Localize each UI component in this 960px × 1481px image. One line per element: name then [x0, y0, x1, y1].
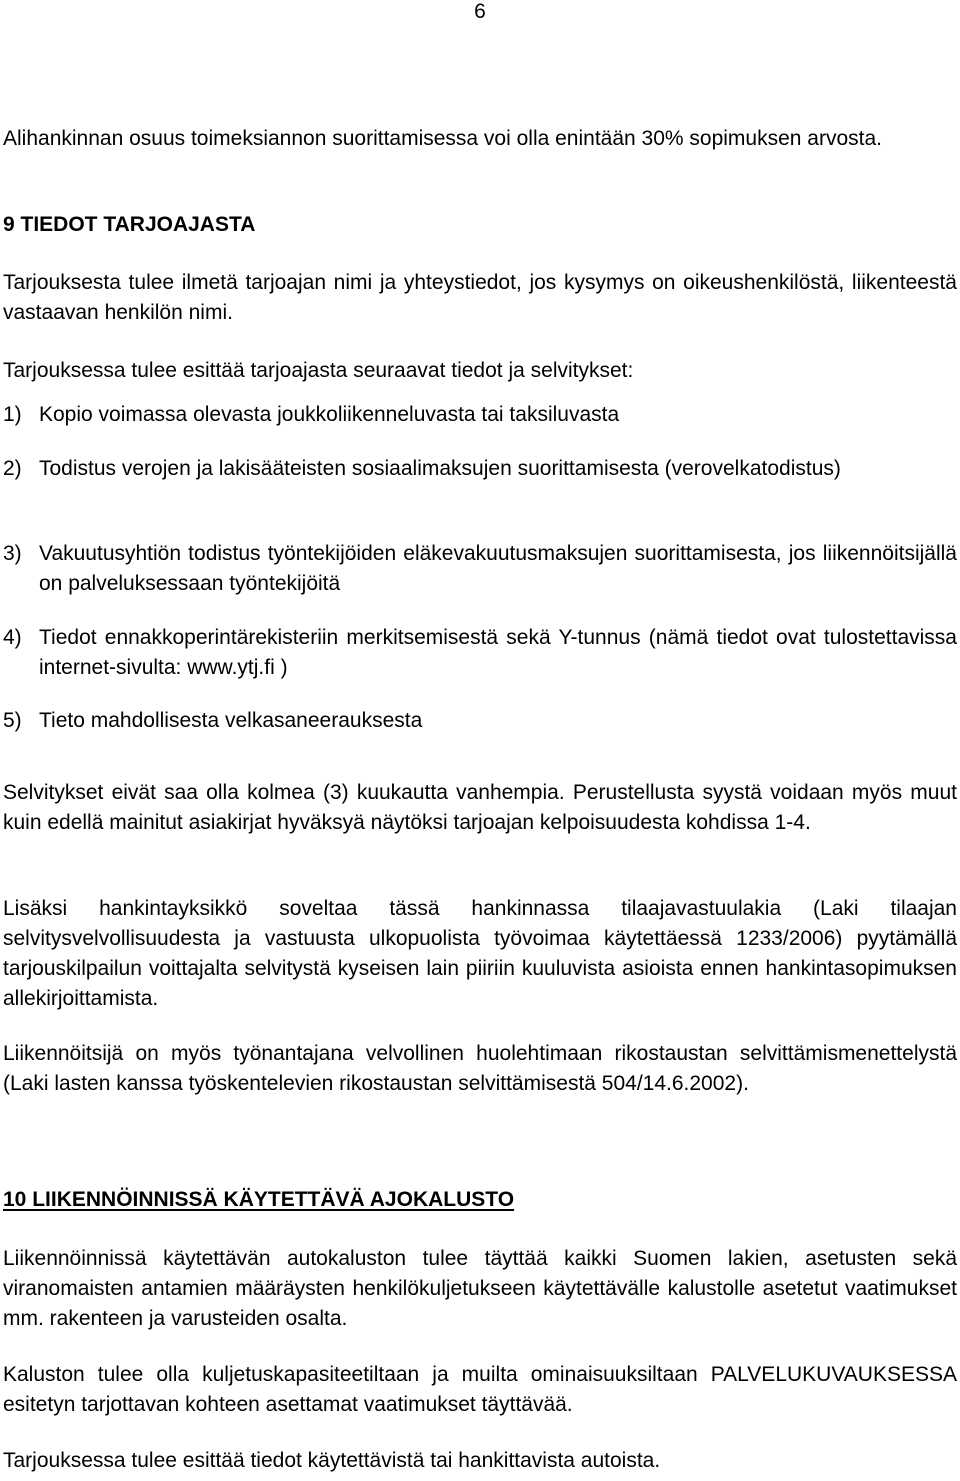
requirements-intro-paragraph: Tarjouksessa tulee esittää tarjoajasta seuraavat tiedot ja selvitykset: — [3, 359, 634, 382]
requirement-number: 2) — [3, 457, 22, 480]
requirement-text: Tiedot ennakkoperintärekisteriin merkitsemisestä sekä Y-tunnus (nämä tiedot ovat tulostettavissa internet-sivulta: www.ytj.fi ) — [39, 626, 957, 679]
requirement-number: 5) — [3, 709, 22, 732]
rikostausta-paragraph: Liikennöitsijä on myös työnantajana velvollinen huolehtimaan rikostaustan selvittämismenettelystä (Laki lasten kanssa työskentelevien rikostaustan selvittämisestä 504/14.6.2002). — [3, 1042, 957, 1095]
subcontracting-paragraph: Alihankinnan osuus toimeksiannon suorittamisessa voi olla enintään 30% sopimuksen arvosta. — [3, 127, 882, 150]
section-10-heading: 10 LIIKENNÖINNISSÄ KÄYTETTÄVÄ AJOKALUSTO — [3, 1188, 515, 1211]
section-9-intro-paragraph: Tarjouksesta tulee ilmetä tarjoajan nimi ja yhteystiedot, jos kysymys on oikeushenkilöstä, liikenteestä vastaavan henkilön nimi. — [3, 271, 957, 324]
tilaajavastuu-paragraph: Lisäksi hankintayksikkö soveltaa tässä hankinnassa tilaajavastuulakia (Laki tilaajan selvitysvelvollisuudesta ja vastuusta ulkopuolista työvoimaa käytettäessä 1233/2006) pyytämällä tarjouskilpailun voittajalta selvitystä kyseisen lain piiriin kuuluvista asioista ennen hankintasopimuksen allekirjoittamista. — [3, 897, 957, 1010]
requirement-item-3 — [3, 539, 957, 599]
kalusto-offer-paragraph: Tarjouksessa tulee esittää tiedot käytettävistä tai hankittavista autoista. — [3, 1449, 661, 1472]
requirement-text: Todistus verojen ja lakisääteisten sosiaalimaksujen suorittamisesta (verovelkatodistus) — [39, 457, 841, 480]
requirement-text: Vakuutusyhtiön todistus työntekijöiden eläkevakuutusmaksujen suorittamisesta, jos liikennöitsijällä on palveluksessaan työntekijöitä — [39, 542, 957, 595]
section-9-heading: 9 TIEDOT TARJOAJASTA — [3, 213, 256, 236]
requirement-number: 3) — [3, 542, 22, 565]
requirement-item-2 — [3, 454, 957, 484]
requirement-number: 1) — [3, 403, 22, 426]
kalusto-laws-paragraph: Liikennöinnissä käytettävän autokaluston tulee täyttää kaikki Suomen lakien, asetusten sekä viranomaisten antamien määräysten henkilökuljetukseen käytettävälle kalustolle asetetut vaatimukset mm. rakenteen ja varusteiden osalta. — [3, 1247, 957, 1330]
selvitykset-age-paragraph: Selvitykset eivät saa olla kolmea (3) kuukautta vanhempia. Perustellusta syystä voidaan myös muut kuin edellä mainitut asiakirjat hyväksyä näytöksi tarjoajan kelpoisuudesta kohdissa 1-4. — [3, 781, 957, 834]
requirement-item-5 — [3, 706, 957, 736]
requirement-item-4 — [3, 623, 957, 683]
page-number: 6 — [474, 0, 486, 23]
requirement-text: Tieto mahdollisesta velkasaneerauksesta — [39, 709, 423, 732]
requirement-item-1 — [3, 400, 957, 430]
requirement-text: Kopio voimassa olevasta joukkoliikenneluvasta tai taksiluvasta — [39, 403, 620, 426]
requirement-number: 4) — [3, 626, 22, 649]
kalusto-capacity-paragraph: Kaluston tulee olla kuljetuskapasiteetiltaan ja muilta ominaisuuksiltaan PALVELUKUVAUKSESSA esitetyn tarjottavan kohteen asettamat vaatimukset täyttävää. — [3, 1363, 957, 1416]
